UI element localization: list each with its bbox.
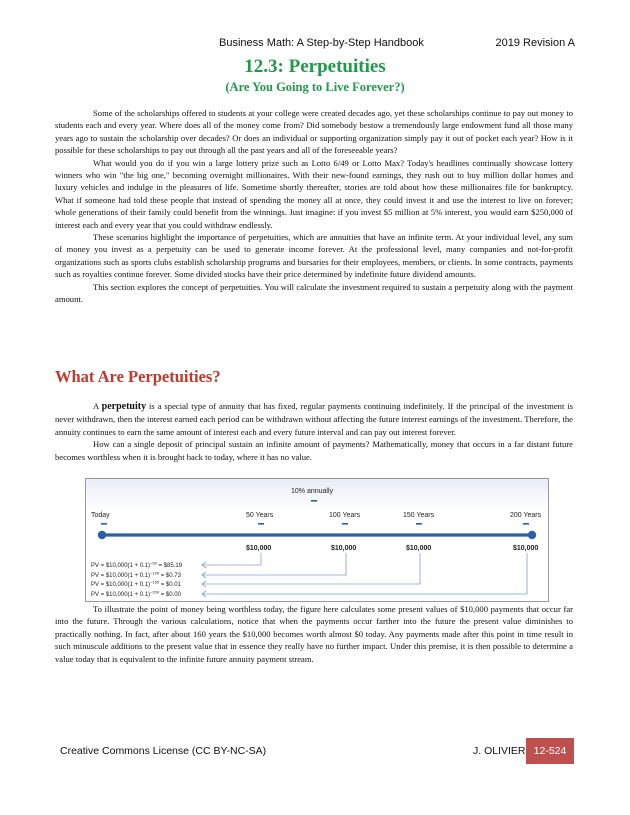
footer-license: Creative Commons License (CC BY-NC-SA) — [60, 745, 267, 757]
pv-row-base: PV = $10,000(1 + 0.1) — [91, 573, 151, 579]
timeline-label-150: 150 Years — [403, 512, 435, 519]
pv-row-exponent: −50 — [150, 560, 157, 566]
pv-row-result: = $85.19 — [156, 563, 183, 569]
pv-connector-50 — [202, 553, 261, 565]
pv-row-exponent: −100 — [150, 570, 160, 576]
timeline-start-dot — [98, 531, 106, 539]
pv-row-base: PV = $10,000(1 + 0.1) — [91, 563, 151, 569]
timeline-end-dot — [528, 531, 536, 539]
rate-marker — [311, 500, 317, 502]
definition-term: perpetuity — [101, 401, 147, 412]
payment-200: $10,000 — [513, 545, 539, 552]
pv-connector-100 — [202, 553, 346, 575]
payment-100: $10,000 — [331, 545, 357, 552]
pv-row-result: = $0.01 — [159, 582, 181, 588]
pv-connector-150 — [202, 553, 420, 584]
intro-text — [55, 107, 573, 306]
timeline-label-today: Today — [91, 512, 110, 519]
tick-200 — [523, 523, 529, 525]
intro-paragraph: Some of the scholarships offered to students at your college were created decades ago, yet these scholarships continue to pay out money to students each and every year. Where does all of the money come from? Did somebody bestow a tremendously large endowment fund all those many years ago to sustain the scholarship over decades? Or does an individual or supporting organization simply pay it out of pocket each year? How is it possible for these scholarships to pay out through all the past years and all of the foreseeable years? — [55, 108, 573, 156]
closing-text — [55, 603, 573, 665]
pv-row-base: PV = $10,000(1 + 0.1) — [91, 592, 151, 598]
intro-paragraph: These scenarios highlight the importance of perpetuities, which are annuities that have an infinite term. At your individual level, any sum of money you invest as a perpetuity can be used to generate income forever. At the professional level, many companies and not-for-profit organizations such as sports clubs establish scholarship programs and bursaries for their employees, members, or clients. In some contracts, payments such as royalties continue forever. Some divided stocks have their price determined by indefinite future dividend amounts. — [55, 232, 573, 280]
page-number-badge: 12-524 — [526, 738, 574, 764]
timeline-figure — [85, 478, 549, 602]
header-revision: 2019 Revision A — [495, 37, 575, 49]
footer-author: J. OLIVIER — [473, 745, 526, 757]
question-paragraph: How can a single deposit of principal sustain an infinite amount of payments? Mathematically, money that occurs in a far distant future becomes worthless when it is brought back to today, where it has no value. — [55, 439, 573, 462]
section-heading: What Are Perpetuities? — [55, 367, 221, 386]
definition-paragraph — [55, 400, 573, 438]
closing-paragraph: To illustrate the point of money being worthless today, the figure here calculates some present values of $10,000 payments that occur far into the future. Through the various calculations, notice that when the payments occur farther into the future the present value diminishes to practically nothing. In fact, after about 160 years the $10,000 becomes worth almost $0 today. Any payments made after this point in time result in such minuscule additions to the present value that in essence they really have no further impact. Under this premise, it is then possible to determine a value today that is equivalent to the infinite future annuity payment stream. — [55, 604, 573, 664]
timeline-label-50: 50 Years — [246, 512, 274, 519]
tick-50 — [258, 523, 264, 525]
timeline-label-100: 100 Years — [329, 512, 361, 519]
tick-100 — [342, 523, 348, 525]
tick-today — [101, 523, 107, 525]
section-subtitle: (Are You Going to Live Forever?) — [225, 80, 405, 94]
intro-paragraph: This section explores the concept of perpetuities. You will calculate the investment required to sustain a perpetuity along with the payment amount. — [55, 281, 573, 305]
pv-row — [91, 590, 182, 599]
definition-body: is a special type of annuity that has fixed, regular payments continuing indefinitely. If the principal of the investment is never withdrawn, then the interest earned each period can be withdrawn without affecting the future interest earnings of the investment. Therefore, the annuity continues to earn the same amount of interest each and every future interval and can pay out interest forever. — [55, 401, 573, 437]
intro-paragraph: What would you do if you win a large lottery prize such as Lotto 6/49 or Lotto Max? Today's headlines continually showcase lottery winners who win "the big one," becoming overnight millionaires. With their new-found earnings, they rush out to buy million dollar homes and luxury vehicles and indulge in the pleasures of life. Sometime shortly thereafter, stories are told about how these millionaires file for bankruptcy. What if someone had told these people that instead of spending the money all at once, they could invest it and use the interest to live on forever; whole generations of their family could benefit from the winnings. Just imagine: if you invest $5 million at 5% interest, you would earn $250,000 of interest each and every year that you could withdraw endlessly. — [55, 157, 573, 230]
section-title: 12.3: Perpetuities — [244, 56, 386, 77]
pv-connectors — [202, 553, 527, 597]
rate-label: 10% annually — [291, 488, 334, 495]
pv-row — [91, 580, 182, 589]
timeline-diagram — [86, 479, 548, 601]
header-book-title: Business Math: A Step-by-Step Handbook — [219, 37, 424, 49]
pv-row-result: = $0.00 — [159, 592, 181, 598]
pv-row — [91, 561, 183, 570]
payment-50: $10,000 — [246, 545, 272, 552]
pv-connector-200 — [202, 553, 527, 594]
definition-text — [55, 400, 573, 463]
pv-row — [91, 571, 182, 580]
pv-row-result: = $0.73 — [159, 573, 181, 579]
pv-row-exponent: −200 — [150, 589, 160, 595]
pv-row-base: PV = $10,000(1 + 0.1) — [91, 582, 151, 588]
pv-row-exponent: −150 — [150, 579, 160, 585]
definition-prefix: A — [93, 401, 102, 411]
payment-150: $10,000 — [406, 545, 432, 552]
tick-150 — [416, 523, 422, 525]
timeline-label-200: 200 Years — [510, 512, 542, 519]
